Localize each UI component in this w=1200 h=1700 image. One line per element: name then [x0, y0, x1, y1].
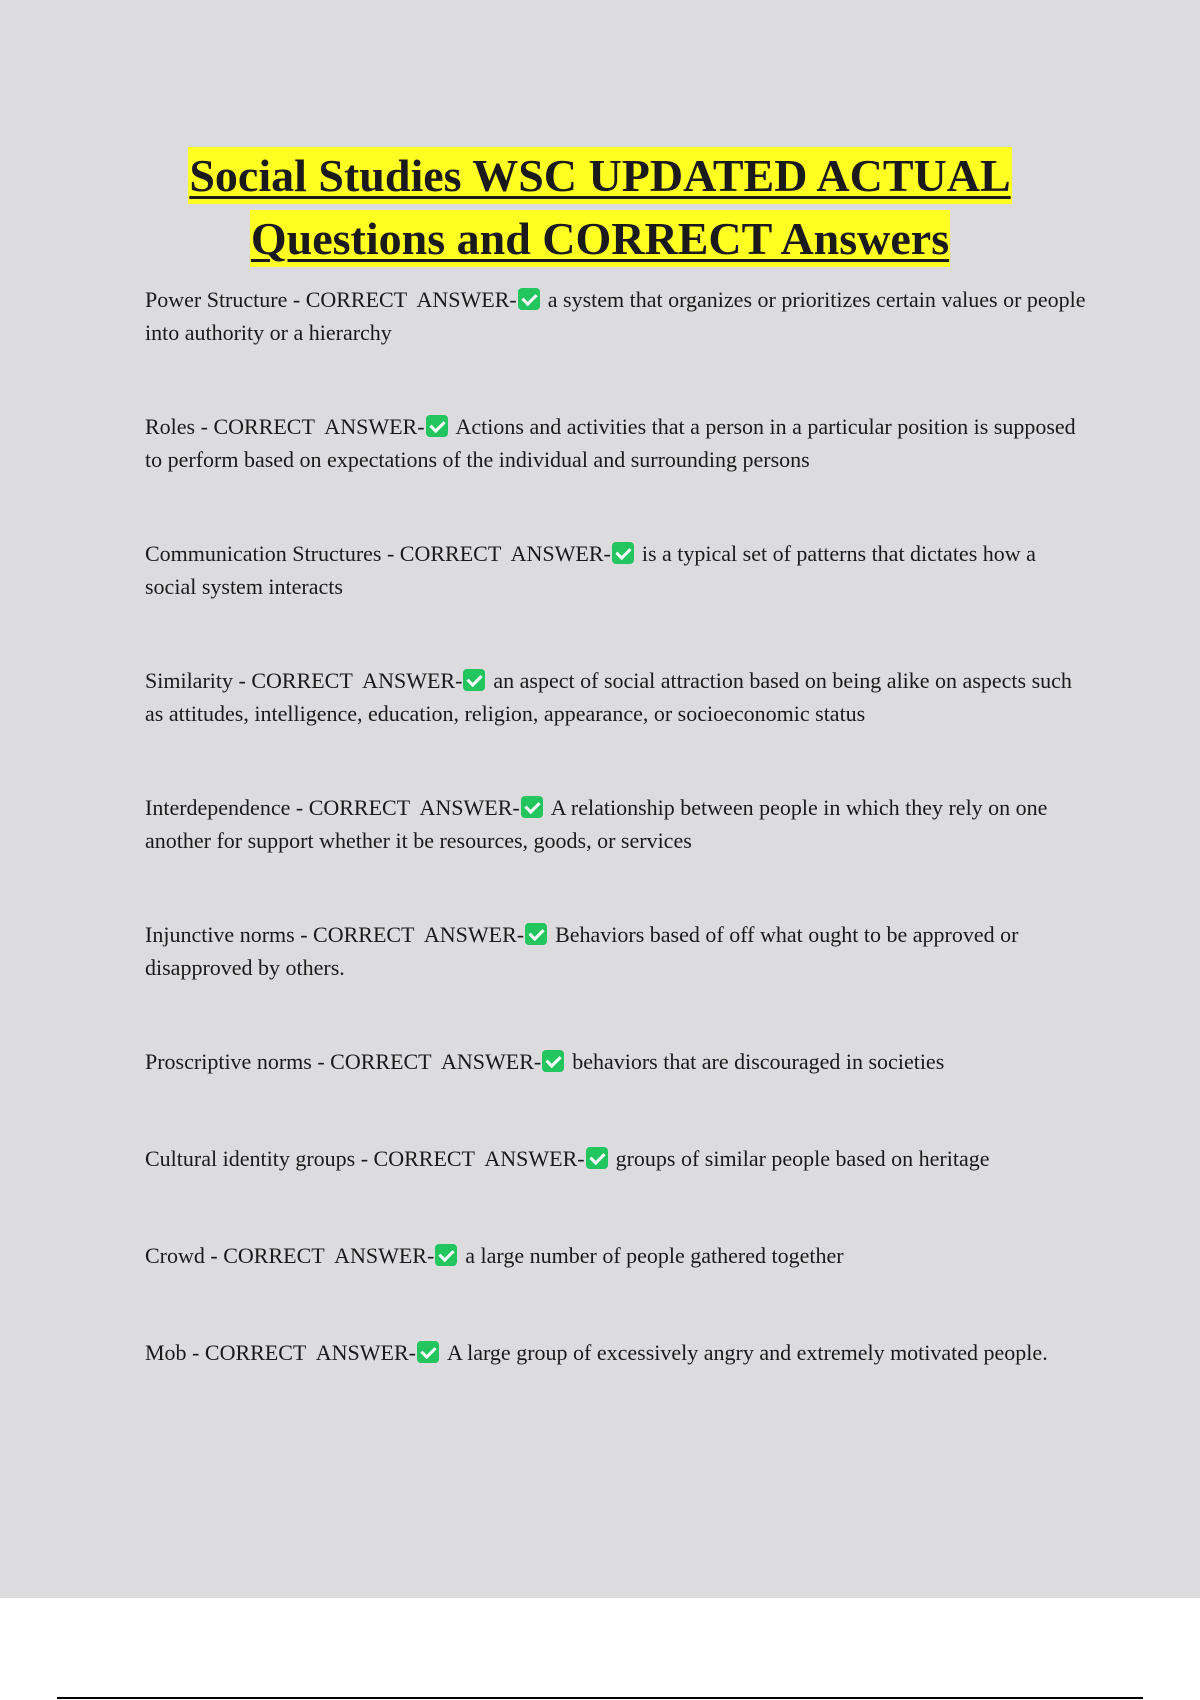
qa-term: Similarity -: [145, 668, 252, 693]
answer-marker: CORRECT ANSWER-: [308, 795, 520, 820]
answer-marker: CORRECT ANSWER-: [313, 922, 525, 947]
qa-item-interdependence: [145, 791, 1090, 857]
qa-item-proscriptive-norms: [145, 1045, 1090, 1078]
title-line-2: Questions and CORRECT Answers: [250, 210, 950, 267]
qa-term: Communication Structures -: [145, 541, 400, 566]
qa-item-cultural-identity-groups: [145, 1142, 1090, 1175]
answer-marker: CORRECT ANSWER-: [330, 1049, 542, 1074]
answer-marker: CORRECT ANSWER-: [305, 287, 517, 312]
qa-answer: A large group of excessively angry and extremely motivated people.: [446, 1340, 1048, 1365]
qa-item-roles: [145, 410, 1090, 476]
check-icon: [417, 1341, 439, 1363]
answer-marker: CORRECT ANSWER-: [204, 1340, 416, 1365]
qa-answer: Behaviors based of off what ought to be approved or disapproved by others.: [145, 922, 1019, 980]
qa-term: Injunctive norms -: [145, 922, 314, 947]
qa-answer: an aspect of social attraction based on being alike on aspects such as attitudes, intelligence, education, religion, appearance, or socioeconomic status: [145, 668, 1072, 726]
qa-item-similarity: [145, 664, 1090, 730]
answer-marker: CORRECT ANSWER-: [399, 541, 611, 566]
check-icon: [525, 923, 547, 945]
check-icon: [435, 1244, 457, 1266]
qa-term: Power Structure -: [145, 287, 306, 312]
qa-item-communication-structures: [145, 537, 1090, 603]
qa-term: Roles -: [145, 414, 214, 439]
answer-marker: CORRECT ANSWER-: [213, 414, 425, 439]
qa-answer: a system that organizes or prioritizes certain values or people into authority or a hierarchy: [145, 287, 1086, 345]
document-title: [0, 145, 1200, 271]
title-line-1: Social Studies WSC UPDATED ACTUAL: [188, 147, 1011, 204]
answer-marker: CORRECT ANSWER-: [373, 1146, 585, 1171]
qa-answer: behaviors that are discouraged in societies: [572, 1049, 945, 1074]
qa-item-injunctive-norms: [145, 918, 1090, 984]
qa-answer: a large number of people gathered together: [465, 1243, 844, 1268]
qa-item-power-structure: [145, 283, 1090, 349]
answer-marker: CORRECT ANSWER-: [251, 668, 463, 693]
footer-divider: [57, 1697, 1143, 1699]
qa-term: Mob -: [145, 1340, 205, 1365]
qa-term: Cultural identity groups -: [145, 1146, 374, 1171]
qa-answer: is a typical set of patterns that dictates how a social system interacts: [145, 541, 1036, 599]
check-icon: [426, 415, 448, 437]
answer-marker: CORRECT ANSWER-: [223, 1243, 435, 1268]
qa-term: Proscriptive norms -: [145, 1049, 331, 1074]
check-icon: [586, 1147, 608, 1169]
qa-answer: Actions and activities that a person in a particular position is supposed to perform based on expectations of the individual and surrounding persons: [145, 414, 1076, 472]
check-icon: [612, 542, 634, 564]
qa-item-mob: [145, 1336, 1090, 1369]
qa-term: Interdependence -: [145, 795, 309, 820]
check-icon: [463, 669, 485, 691]
check-icon: [518, 288, 540, 310]
qa-answer: groups of similar people based on heritage: [615, 1146, 990, 1171]
check-icon: [542, 1050, 564, 1072]
check-icon: [521, 796, 543, 818]
qa-answer: A relationship between people in which they rely on one another for support whether it be resources, goods, or services: [145, 795, 1048, 853]
qa-term: Crowd -: [145, 1243, 224, 1268]
qa-item-crowd: [145, 1239, 1090, 1272]
